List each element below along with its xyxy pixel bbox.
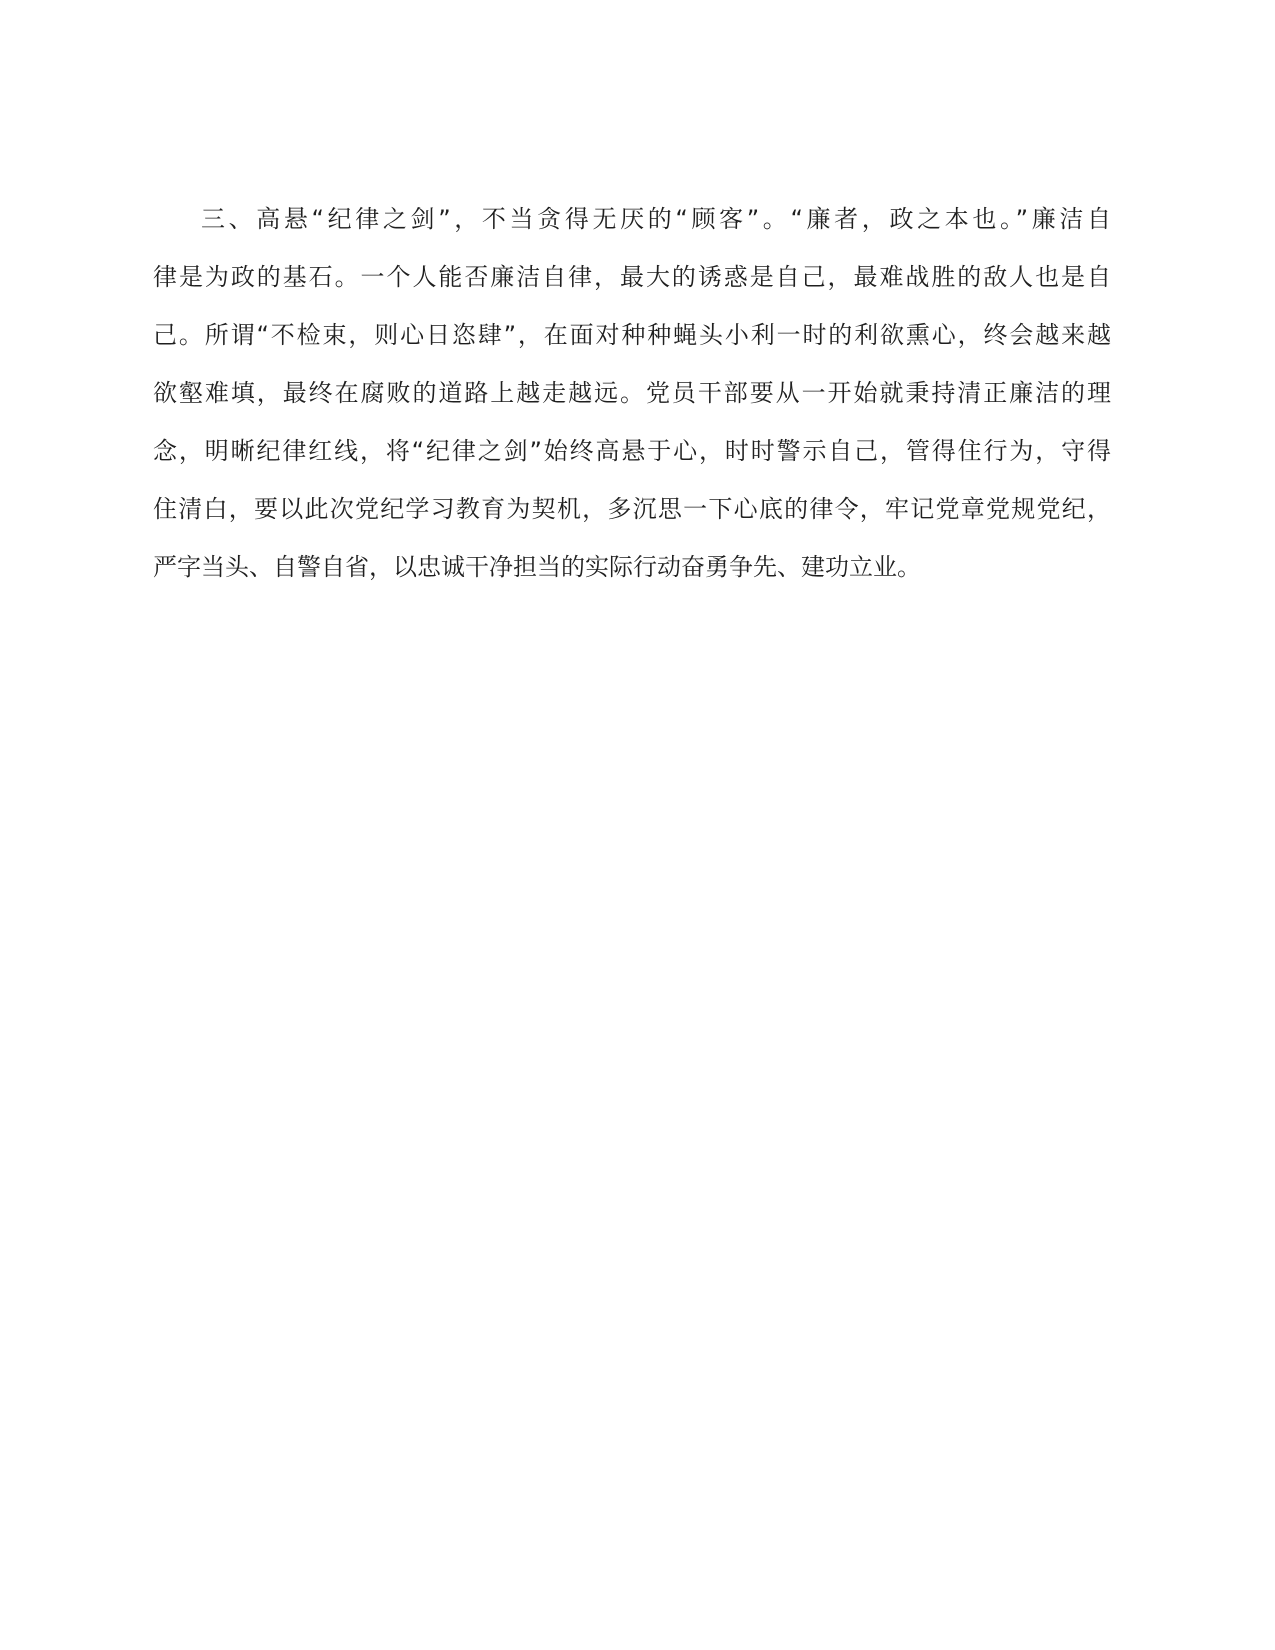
paragraph-line-6: 住清白，要以此次党纪学习教育为契机，多沉思一下心底的律令，牢记党章党规党纪， <box>153 495 1111 523</box>
paragraph-line-2: 律是为政的基石。一个人能否廉洁自律，最大的诱惑是自己，最难战胜的敌人也是自 <box>153 263 1111 291</box>
body-paragraph <box>153 190 1111 596</box>
paragraph-line-3: 己。所谓“不检束，则心日恣肆”，在面对种种蝇头小利一时的利欲熏心，终会越来越 <box>153 321 1111 349</box>
paragraph-line-1: 三、高悬“纪律之剑”，不当贪得无厌的“顾客”。“廉者，政之本也。”廉洁自 <box>201 205 1111 233</box>
paragraph-line-5: 念，明晰纪律红线，将“纪律之剑”始终高悬于心，时时警示自己，管得住行为，守得 <box>153 437 1111 465</box>
paragraph-line-7: 严字当头、自警自省，以忠诚干净担当的实际行动奋勇争先、建功立业。 <box>153 553 921 581</box>
paragraph-line-4: 欲壑难填，最终在腐败的道路上越走越远。党员干部要从一开始就秉持清正廉洁的理 <box>153 379 1111 407</box>
